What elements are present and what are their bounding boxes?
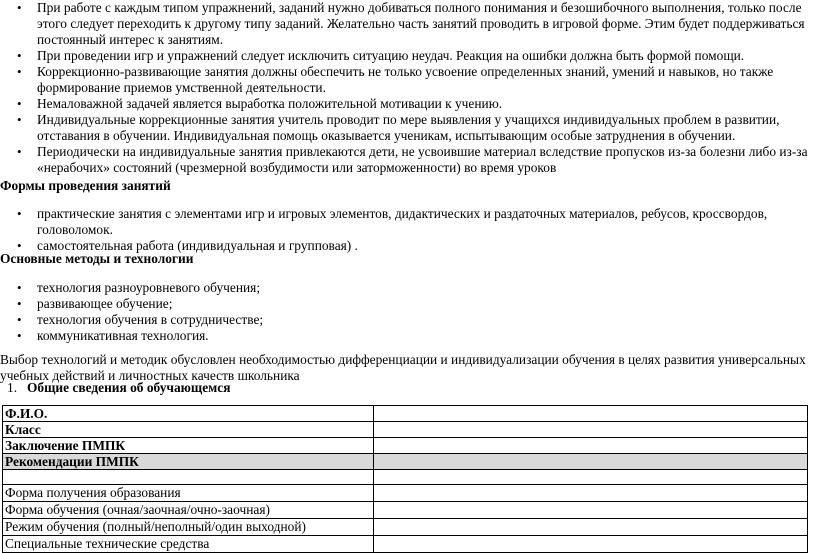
table-row (3, 470, 808, 485)
table-cell: Рекомендации ПМПК (3, 454, 374, 470)
table-cell: Ф.И.О. (3, 406, 374, 422)
list-item: • практические занятия с элементами игр и игровых элементов, дидактических и раздаточных материалов, ребусов, кроссвордов, головоломок. (0, 206, 812, 238)
list-item: • технология обучения в сотрудничестве; (0, 312, 812, 328)
table-cell (3, 470, 374, 485)
table-row (3, 454, 808, 470)
list-item: • Индивидуальные коррекционные занятия учитель проводит по мере выявления у учащихся индивидуальных проблем в развитии, отставания в обучении. Индивидуальная помощь оказывается ученикам, испытывающим особые затруднения в обучении. (0, 112, 812, 144)
list-item: • Периодически на индивидуальные занятия привлекаются дети, не усвоившие материал вследствие пропусков из-за болезни либо из-за «нерабочих» состояний (чрезмерной возбудимости или заторможенности) во время уроков (0, 144, 812, 176)
table-cell (374, 519, 808, 536)
list-item: • При работе с каждым типом упражнений, заданий нужно добиваться полного понимания и безошибочного выполнения, только после этого следует переходить к другому типу заданий. Желательно часть занятий проводить в игровой форме. Этим будет поддерживаться постоянный интерес к занятиям. (0, 0, 812, 48)
choice-paragraph: Выбор технологий и методик обусловлен необходимостью дифференциации и индивидуализации обучения в целях развития универсальных учебных действий и личностных качеств школьника (0, 352, 806, 383)
methods-heading: Основные методы и технологии (0, 251, 194, 266)
table-cell: Заключение ПМПК (3, 438, 374, 454)
table-cell: Форма получения образования (3, 485, 374, 502)
table-cell (374, 454, 808, 470)
table-cell (374, 438, 808, 454)
table-cell (374, 485, 808, 502)
table-row (3, 536, 808, 553)
table-cell (374, 470, 808, 485)
table-row (3, 438, 808, 454)
list-item: • При проведении игр и упражнений следует исключить ситуацию неудач. Реакция на ошибки должна быть формой помощи. (0, 48, 812, 64)
list-item: • Коррекционно-развивающие занятия должны обеспечить не только усвоение определенных знаний, умений и навыков, но также формирование приемов умственной деятельности. (0, 64, 812, 96)
table-cell: Форма обучения (очная/заочная/очно-заочная) (3, 502, 374, 519)
section-number: 1. (7, 380, 18, 395)
list-item: • Немаловажной задачей является выработка положительной мотивации к учению. (0, 96, 812, 112)
section-title: Общие сведения об обучающемся (27, 380, 231, 395)
table-cell: Режим обучения (полный/неполный/один выходной) (3, 519, 374, 536)
list-item: • технология разноуровневого обучения; (0, 280, 812, 296)
intro-list (0, 0, 812, 176)
table-row (3, 406, 808, 422)
list-item: • коммуникативная технология. (0, 328, 812, 344)
table-row (3, 422, 808, 438)
table-row (3, 502, 808, 519)
table-row (3, 485, 808, 502)
forms-list (0, 206, 812, 254)
table-cell (374, 406, 808, 422)
table-cell: Класс (3, 422, 374, 438)
table-cell (374, 422, 808, 438)
table-row (3, 519, 808, 536)
methods-list (0, 280, 812, 344)
table-cell: Специальные технические средства (3, 536, 374, 553)
list-item: • развивающее обучение; (0, 296, 812, 312)
table-cell (374, 502, 808, 519)
list-item: • самостоятельная работа (индивидуальная и групповая) . (0, 238, 812, 254)
forms-heading: Формы проведения занятий (0, 178, 171, 193)
table-cell (374, 536, 808, 553)
student-info-table (2, 405, 808, 553)
